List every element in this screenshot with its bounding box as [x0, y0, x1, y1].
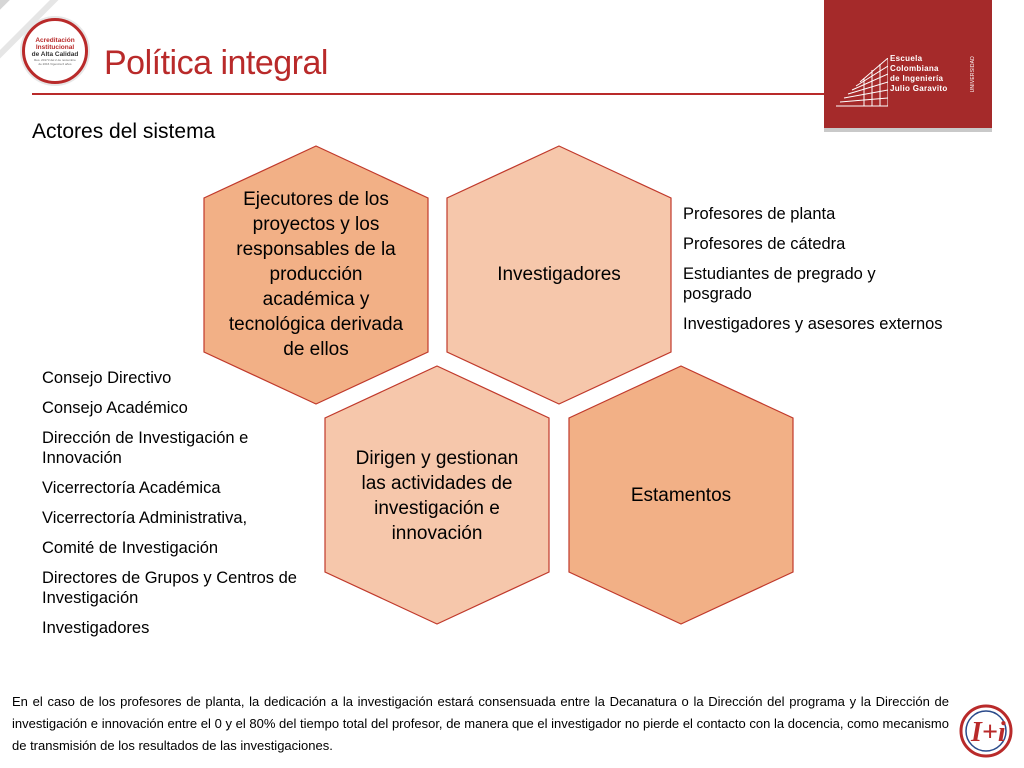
hexagon-label-investigadores: Investigadores — [497, 263, 621, 285]
list-item: Consejo Académico — [42, 399, 188, 417]
list-item: Comité de Investigación — [42, 539, 219, 557]
list-item: Vicerrectoría Administrativa, — [42, 509, 248, 527]
hexagon-label-dirigen: Dirigen y gestionan las actividades de investigación e innovación — [355, 448, 519, 544]
list-item: Directores de Grupos y Centros de Investigación — [42, 569, 297, 607]
list-item: Vicerrectoría Académica — [42, 479, 221, 497]
footer-paragraph: En el caso de los profesores de planta, la dedicación a la investigación estará consensuada entre la Decanatura o la Dirección del programa y la Dirección de investigación e innovación entre el 0 y el 80% del tiempo total del profesor, de manera que el investigador no pierde el contacto con la docencia, como mecanismo de transmisión de los resultados de las investigaciones. — [12, 694, 949, 753]
seal-fine-print: Res. 20173 del 2 de noviembre de 2016 Vigencia 6 años — [34, 57, 76, 66]
innovation-logo-text: I+i — [971, 717, 1006, 748]
school-name-line: Julio Garavito — [890, 84, 948, 93]
list-item: Profesores de cátedra — [683, 235, 846, 253]
innovation-logo-icon — [958, 703, 1014, 759]
list-item: Investigadores — [42, 619, 150, 637]
hexagon-label-estamentos: Estamentos — [630, 484, 732, 506]
list-item: Profesores de planta — [683, 205, 836, 223]
school-name-line: de Ingeniería — [890, 74, 944, 83]
school-name-line: Colombiana — [890, 64, 939, 73]
list-item: Investigadores y asesores externos — [683, 315, 943, 333]
page-title: Política integral — [104, 44, 328, 82]
list-item: Dirección de Investigación e Innovación — [42, 429, 249, 467]
seal-line-2: Institucional — [35, 43, 75, 51]
school-vertical-text: UNIVERSIDAD — [970, 56, 976, 93]
organos-list — [42, 368, 317, 648]
estamentos-list — [683, 204, 973, 344]
seal-line-1: Acreditación — [35, 36, 75, 44]
list-item: Consejo Directivo — [42, 369, 172, 387]
seal-line-3: de Alta Calidad — [31, 50, 79, 58]
hexagon-label-ejecutores: Ejecutores de los proyectos y los responsables de la producción académica y tecnológica derivada de ellos — [228, 188, 404, 360]
list-item: Estudiantes de pregrado y posgrado — [683, 265, 876, 303]
school-name-line: Escuela — [890, 54, 923, 63]
section-subtitle: Actores del sistema — [32, 120, 216, 143]
